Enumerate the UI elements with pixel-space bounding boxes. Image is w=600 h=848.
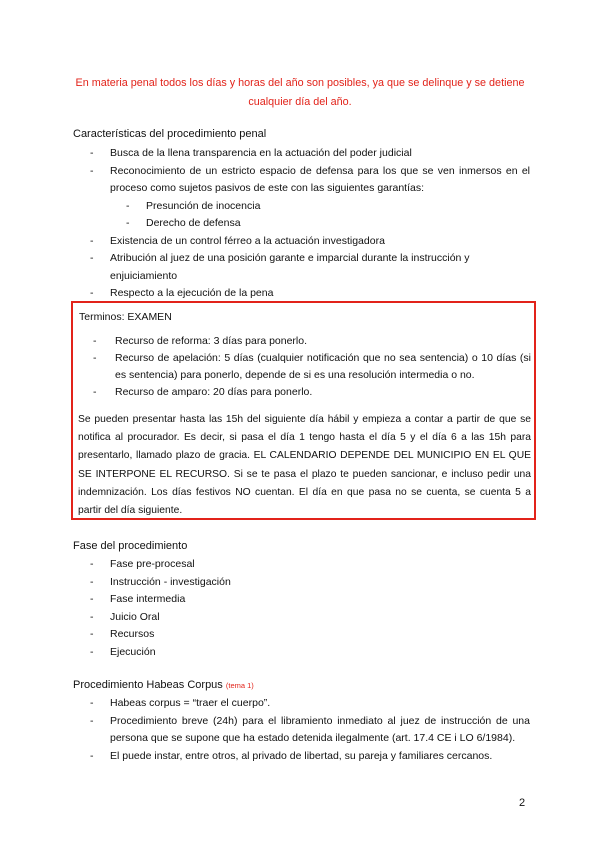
list-item: - Respecto a la ejecución de la pena (90, 285, 530, 303)
list-item: - Recursos (90, 626, 530, 644)
terminos-box (71, 301, 536, 520)
list-item: - Busca de la llena transparencia en la actuación del poder judicial (90, 145, 530, 163)
fases-list (90, 556, 530, 661)
fases-heading: Fase del procedimiento (73, 540, 188, 552)
list-item: - Reconocimiento de un estricto espacio de defensa para los que se ven inmersos en el proceso como sujetos pasivos de este con las siguientes garantías: (90, 163, 530, 198)
list-item: - Atribución al juez de una posición garante e imparcial durante la instrucción y enjuiciamiento (90, 250, 530, 285)
list-item: - Ejecución (90, 644, 530, 662)
list-item: - Recurso de amparo: 20 días para ponerlo. (93, 384, 531, 401)
list-item: - Recurso de apelación: 5 días (cualquier notificación que no sea sentencia) o 10 días (si es sentencia) para ponerlo, depende de si es una resolución intermedia o no. (93, 350, 531, 384)
terminos-paragraph: Se pueden presentar hasta las 15h del siguiente día hábil y empieza a contar a partir de que se notifica al procurador. Es decir, si pasa el día 1 tengo hasta el día 5 y el día 6 a las 15h para presentarlo, llamado plazo de gracia. EL CALENDARIO DEPENDE DEL MUNICIPIO EN EL QUE SE INTERPONE EL RECURSO. Si se te pasa el plazo te pueden sancionar, e incluso pedir una indemnización. Los días festivos NO cuentan. El día en que pasa no se cuenta, se cuenta 5 a partir del día siguiente. (78, 414, 531, 517)
habeas-title: Procedimiento Habeas Corpus (73, 679, 223, 691)
list-item: - Fase pre-procesal (90, 556, 530, 574)
list-item: - Procedimiento breve (24h) para el libramiento inmediato al juez de instrucción de una persona que se supone que ha estado detenida ilegalmente (art. 17.4 CE i LO 6/1984). (90, 713, 530, 748)
terminos-heading: Terminos: EXAMEN (79, 311, 172, 323)
page-number: 2 (519, 797, 526, 809)
list-item: - Habeas corpus = “traer el cuerpo”. (90, 695, 530, 713)
caracteristicas-heading: Características del procedimiento penal (73, 128, 267, 140)
list-item: - Recurso de reforma: 3 días para ponerlo. (93, 333, 531, 350)
list-item: - Juicio Oral (90, 609, 530, 627)
sub-list-item: - Presunción de inocencia (126, 198, 530, 216)
list-item: - Existencia de un control férreo a la actuación investigadora (90, 233, 530, 251)
habeas-list (90, 695, 530, 765)
terminos-list (93, 333, 531, 401)
habeas-heading (73, 679, 254, 691)
list-item: - Fase intermedia (90, 591, 530, 609)
sub-list-item: - Derecho de defensa (126, 215, 530, 233)
list-item: - El puede instar, entre otros, al privado de libertad, su pareja y familiares cercanos. (90, 748, 530, 766)
intro-note: En materia penal todos los días y horas del año son posibles, ya que se delinque y se detiene cualquier día del año. (75, 77, 525, 108)
habeas-tag: (tema 1) (225, 681, 254, 690)
caracteristicas-list (90, 145, 530, 303)
list-item: - Instrucción - investigación (90, 574, 530, 592)
